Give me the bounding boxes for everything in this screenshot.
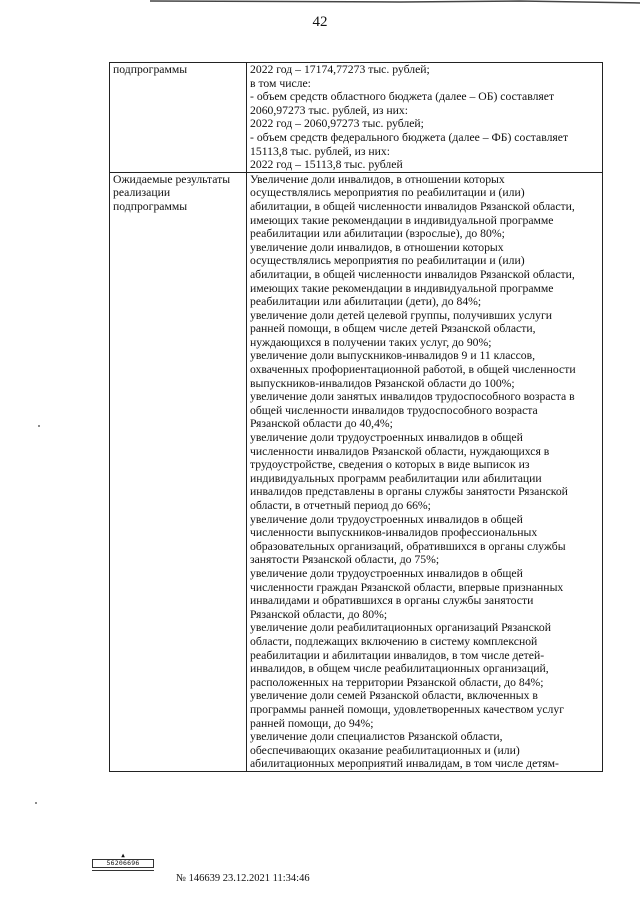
content-line: увеличение доли трудоустроенных инвалидов в общей (250, 512, 523, 526)
scan-speck (38, 425, 40, 427)
content-line: инвалидов, в общем числе реабилитационных организаций, (250, 662, 549, 676)
label-line: подпрограммы (113, 199, 188, 213)
content-line: 2022 год – 2060,97273 тыс. рублей; (250, 117, 424, 131)
passport-table (109, 62, 603, 772)
content-line: численности выпускников-инвалидов профессиональных (250, 526, 538, 540)
content-line: увеличение доли трудоустроенных инвалидов в общей (250, 431, 523, 445)
content-line: осуществлялись мероприятия по реабилитации и (или) (250, 186, 525, 200)
table-row (110, 172, 603, 771)
content-line: трудоустройстве, сведения о которых в виде выписок из (250, 458, 530, 472)
content-line: образовательных организаций, обратившихся в органы службы (250, 539, 566, 553)
content-line: общей численности инвалидов трудоспособного возраста (250, 403, 538, 417)
content-line: реабилитации или абилитации (взрослые), до 80%; (250, 227, 505, 241)
content-line: индивидуальных программ реабилитации или абилитации (250, 471, 542, 485)
content-line: 15113,8 тыс. рублей, из них: (250, 144, 391, 158)
content-line: области, подлежащих включению в систему комплексной (250, 634, 538, 648)
content-line: инвалидов представлены в органы службы занятости Рязанской (250, 485, 568, 499)
content-line: ранней помощи, в общем числе детей Рязанской области, (250, 322, 536, 336)
row-content-cell (247, 172, 603, 771)
content-line: программы ранней помощи, удовлетворенных качеством услуг (250, 702, 565, 716)
content-line: нуждающихся в получении таких услуг, до 90%; (250, 335, 492, 349)
content-line: - объем средств федерального бюджета (далее – ФБ) составляет (250, 130, 569, 144)
content-line: увеличение доли инвалидов, в отношении которых (250, 240, 504, 254)
content-line: абилитации, в общей численности инвалидов Рязанской области, (250, 199, 575, 213)
document-id: № 146639 23.12.2021 11:34:46 (176, 873, 310, 884)
content-line: в том числе: (250, 76, 311, 90)
content-line: 2022 год – 17174,77273 тыс. рублей; (250, 63, 430, 76)
stamp-digits: 56206696 (92, 859, 154, 868)
content-line: расположенных на территории Рязанской области, до 84%; (250, 675, 544, 689)
content-line: реабилитации и абилитации инвалидов, в том числе детей- (250, 648, 545, 662)
content-line: имеющих такие рекомендации в индивидуальной программе (250, 213, 554, 227)
content-line: абилитации, в общей численности инвалидов Рязанской области, (250, 267, 575, 281)
label-line: Ожидаемые результаты (113, 172, 231, 186)
table-row (110, 63, 603, 173)
content-line: 2022 год – 15113,8 тыс. рублей (250, 158, 403, 172)
label-line: реализации (113, 186, 171, 200)
content-line: охваченных профориентационной работой, в общей численности (250, 363, 576, 377)
content-line: увеличение доли трудоустроенных инвалидов в общей (250, 566, 523, 580)
content-line: увеличение доли семей Рязанской области, включенных в (250, 689, 538, 703)
table-body (110, 63, 603, 772)
content-line: выпускников-инвалидов Рязанской области до 100%; (250, 376, 515, 390)
content-line: - объем средств областного бюджета (далее – ОБ) составляет (250, 90, 555, 104)
content-line: обеспечивающих оказание реабилитационных и (или) (250, 743, 520, 757)
content-line: занятости Рязанской области, до 75%; (250, 553, 440, 567)
content-line: имеющих такие рекомендации в индивидуальной программе (250, 281, 554, 295)
content-line: увеличение доли занятых инвалидов трудоспособного возраста в (250, 390, 575, 404)
stamp-base (92, 868, 154, 871)
row-content-cell (247, 63, 603, 173)
row-label-cell (110, 172, 247, 771)
scan-top-edge (0, 0, 640, 3)
stamp-building-icon: ▲ (121, 852, 125, 859)
content-line: реабилитации или абилитации (дети), до 84%; (250, 295, 482, 309)
content-line: 2060,97273 тыс. рублей, из них: (250, 103, 408, 117)
content-line: увеличение доли детей целевой группы, получивших услуги (250, 308, 553, 322)
content-line: ранней помощи, до 94%; (250, 716, 374, 730)
organization-stamp (92, 853, 154, 873)
content-line: осуществлялись мероприятия по реабилитации и (или) (250, 254, 525, 268)
content-line: увеличение доли выпускников-инвалидов 9 и 11 классов, (250, 349, 536, 363)
scan-speck (35, 802, 37, 804)
label-line: подпрограммы (113, 63, 188, 76)
content-line: численности инвалидов Рязанской области, нуждающихся в (250, 444, 550, 458)
content-line: инвалидами и обратившихся в органы службы занятости (250, 594, 534, 608)
content-line: области, в отчетный период до 66%; (250, 499, 431, 512)
content-line: увеличение доли специалистов Рязанской области, (250, 730, 503, 744)
content-line: увеличение доли реабилитационных организаций Рязанской (250, 621, 551, 635)
content-line: Рязанской области до 40,4%; (250, 417, 393, 431)
page-number: 42 (312, 14, 328, 30)
content-line: численности граждан Рязанской области, впервые признанных (250, 580, 564, 594)
row-label-cell (110, 63, 247, 173)
content-line: абилитационных мероприятий инвалидам, в том числе детям- (250, 757, 559, 771)
content-line: Увеличение доли инвалидов, в отношении которых (250, 172, 505, 186)
content-line: Рязанской области, до 80%; (250, 607, 388, 621)
